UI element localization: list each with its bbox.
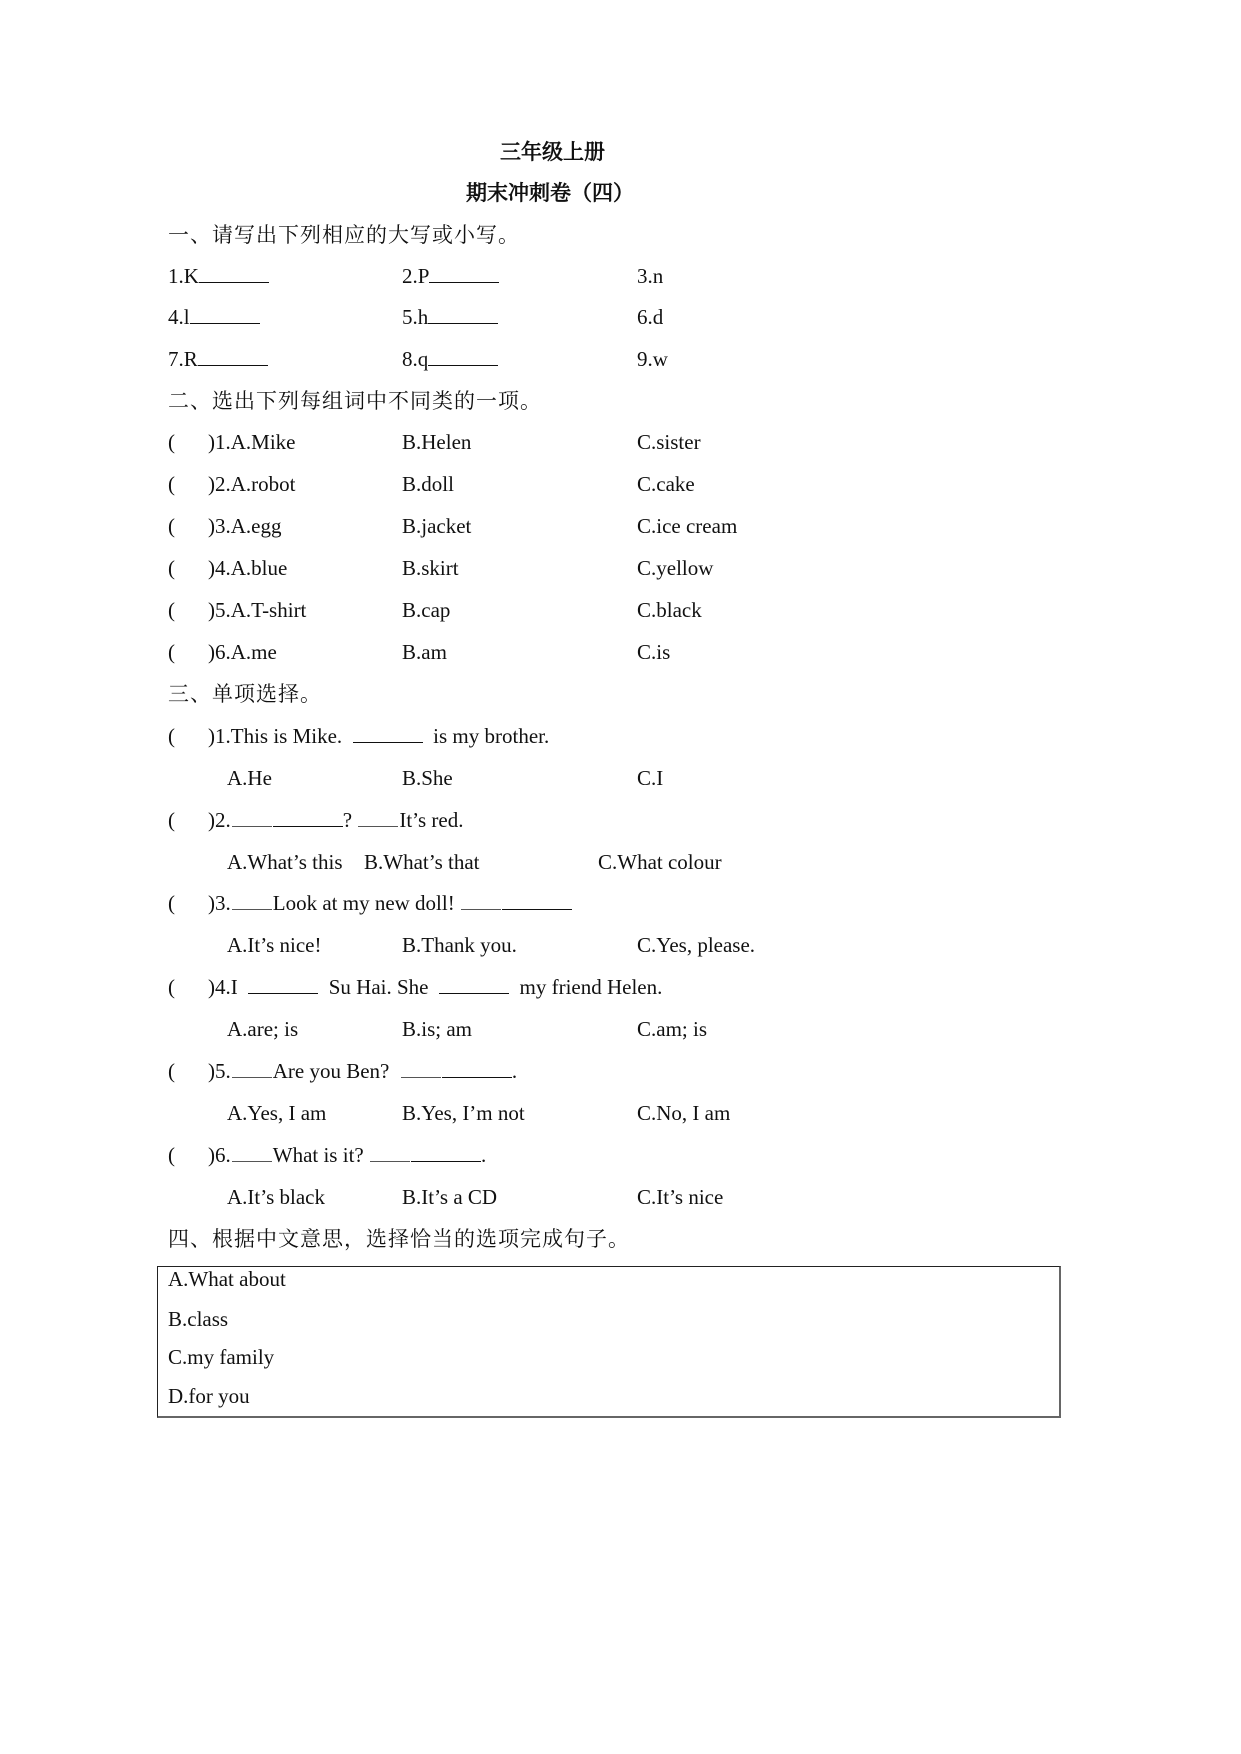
dialogue-dash	[358, 814, 398, 827]
word-bank-box	[157, 1266, 1061, 1418]
letter-label: 1.K	[168, 264, 199, 288]
answer-paren[interactable]: (	[168, 891, 175, 915]
choice-question-5	[168, 1058, 517, 1084]
question-stem: )3.	[208, 891, 231, 915]
option-a: A.me	[230, 640, 277, 664]
letter-item-3: 3.n	[637, 264, 664, 288]
option-b: B.jacket	[402, 514, 472, 538]
letter-label: 8.q	[402, 347, 429, 371]
letter-item-5	[402, 304, 498, 330]
answer-paren[interactable]: (	[168, 724, 175, 748]
dialogue-dash	[232, 814, 272, 827]
option-b: B.Helen	[402, 430, 472, 454]
worksheet-title: 三年级上册	[500, 140, 605, 164]
option-c: C.yellow	[637, 556, 714, 580]
word-bank-option: B.class	[168, 1307, 229, 1331]
letter-item-1	[168, 263, 269, 289]
option-c: C.ice cream	[637, 514, 738, 538]
answer-paren[interactable]: (	[168, 472, 175, 496]
answer-paren[interactable]: (	[168, 1143, 175, 1167]
option-b: B.is; am	[402, 1017, 473, 1041]
option-a: A.are; is	[227, 1017, 299, 1041]
option-c: C.It’s nice	[637, 1185, 724, 1209]
odd-one-out-question-5	[168, 597, 306, 623]
answer-blank[interactable]	[248, 975, 318, 994]
question-stem: What is it?	[272, 1143, 364, 1167]
question-number: )5.	[208, 598, 231, 622]
answer-blank[interactable]	[353, 724, 423, 743]
option-a: A.egg	[230, 514, 282, 538]
answer-paren[interactable]: (	[168, 1059, 175, 1083]
choice-question-6	[168, 1142, 486, 1168]
letter-label: 2.P	[402, 264, 430, 288]
option-a: A.He	[227, 766, 272, 790]
answer-blank[interactable]	[411, 1143, 481, 1162]
question-stem: )6.	[208, 1143, 231, 1167]
odd-one-out-question-6	[168, 639, 277, 665]
odd-one-out-question-3	[168, 513, 282, 539]
choice-question-1	[168, 723, 549, 749]
option-a: A.blue	[230, 556, 288, 580]
letter-label: 7.R	[168, 347, 198, 371]
worksheet-subtitle: 期末冲刺卷（四）	[466, 181, 634, 205]
answer-blank[interactable]	[428, 305, 498, 324]
answer-blank[interactable]	[198, 347, 268, 366]
dialogue-dash	[461, 897, 501, 910]
question-stem: )4.I	[208, 975, 238, 999]
option-c: C.No, I am	[637, 1101, 731, 1125]
word-bank-option: A.What about	[168, 1267, 286, 1291]
option-c: C.is	[637, 640, 671, 664]
answer-paren[interactable]: (	[168, 640, 175, 664]
answer-blank[interactable]	[442, 1059, 512, 1078]
option-a: A.T-shirt	[230, 598, 307, 622]
option-b: B.am	[402, 640, 447, 664]
dialogue-dash	[401, 1065, 441, 1078]
dialogue-dash	[232, 897, 272, 910]
option-c: C.Yes, please.	[637, 933, 756, 957]
dialogue-dash	[232, 1065, 272, 1078]
choice-question-4	[168, 974, 662, 1000]
question-stem: .	[511, 1059, 518, 1083]
option-b: B.Thank you.	[402, 933, 517, 957]
option-b: B.It’s a CD	[402, 1185, 498, 1209]
option-c: C.What colour	[598, 850, 722, 874]
option-a: A.robot	[230, 472, 296, 496]
option-a: A.Yes, I am	[227, 1101, 327, 1125]
answer-paren[interactable]: (	[168, 975, 175, 999]
section4-heading: 四、根据中文意思，选择恰当的选项完成句子。	[168, 1227, 630, 1251]
letter-item-9: 9.w	[637, 347, 668, 371]
letter-item-8	[402, 346, 498, 372]
question-stem: is my brother.	[433, 724, 550, 748]
option-c: C.sister	[637, 430, 701, 454]
choice-question-3	[168, 890, 572, 916]
letter-label: 4.l	[168, 305, 190, 329]
option-c: C.am; is	[637, 1017, 708, 1041]
letter-item-4	[168, 304, 260, 330]
option-c: C.I	[637, 766, 664, 790]
question-stem: ?	[342, 808, 353, 832]
question-number: )1.	[208, 430, 231, 454]
question-stem: Su Hai. She	[328, 975, 429, 999]
section2-heading: 二、选出下列每组词中不同类的一项。	[168, 389, 542, 413]
question-stem: Are you Ben?	[272, 1059, 390, 1083]
answer-paren[interactable]: (	[168, 514, 175, 538]
question-stem: my friend Helen.	[519, 975, 663, 999]
question-stem: Look at my new doll!	[272, 891, 455, 915]
answer-blank[interactable]	[199, 264, 269, 283]
answer-paren[interactable]: (	[168, 598, 175, 622]
question-number: )3.	[208, 514, 231, 538]
letter-label: 5.h	[402, 305, 429, 329]
question-number: )4.	[208, 556, 231, 580]
odd-one-out-question-1	[168, 429, 296, 455]
answer-paren[interactable]: (	[168, 808, 175, 832]
word-bank-option: C.my family	[168, 1345, 275, 1369]
question-stem: )1.This is Mike.	[208, 724, 343, 748]
choice-question-2	[168, 807, 463, 833]
answer-blank[interactable]	[502, 891, 572, 910]
letter-item-7	[168, 346, 268, 372]
option-b: B.What’s that	[364, 850, 480, 874]
option-a: A.It’s nice!	[227, 933, 322, 957]
dialogue-dash	[232, 1149, 272, 1162]
question-number: )6.	[208, 640, 231, 664]
odd-one-out-question-2	[168, 471, 296, 497]
option-c: C.cake	[637, 472, 695, 496]
answer-blank[interactable]	[429, 264, 499, 283]
answer-paren[interactable]: (	[168, 430, 175, 454]
odd-one-out-question-4	[168, 555, 287, 581]
option-a: A.What’s this	[227, 850, 343, 874]
question-stem: .	[480, 1143, 487, 1167]
answer-blank[interactable]	[439, 975, 509, 994]
question-stem: It’s red.	[399, 808, 464, 832]
question-stem: )5.	[208, 1059, 231, 1083]
answer-blank[interactable]	[190, 305, 260, 324]
option-c: C.black	[637, 598, 702, 622]
word-bank-option: D.for you	[168, 1384, 250, 1408]
section3-heading: 三、单项选择。	[168, 682, 322, 706]
option-b: B.Yes, I’m not	[402, 1101, 525, 1125]
option-b: B.skirt	[402, 556, 459, 580]
question-stem: )2.	[208, 808, 231, 832]
letter-item-2	[402, 263, 499, 289]
section1-heading: 一、请写出下列相应的大写或小写。	[168, 223, 520, 247]
option-b: B.She	[402, 766, 453, 790]
option-b: B.cap	[402, 598, 451, 622]
option-a: A.Mike	[230, 430, 296, 454]
option-b: B.doll	[402, 472, 454, 496]
answer-blank[interactable]	[273, 808, 343, 827]
option-a: A.It’s black	[227, 1185, 325, 1209]
letter-item-6: 6.d	[637, 305, 664, 329]
answer-blank[interactable]	[428, 347, 498, 366]
question-number: )2.	[208, 472, 231, 496]
dialogue-dash	[370, 1149, 410, 1162]
answer-paren[interactable]: (	[168, 556, 175, 580]
